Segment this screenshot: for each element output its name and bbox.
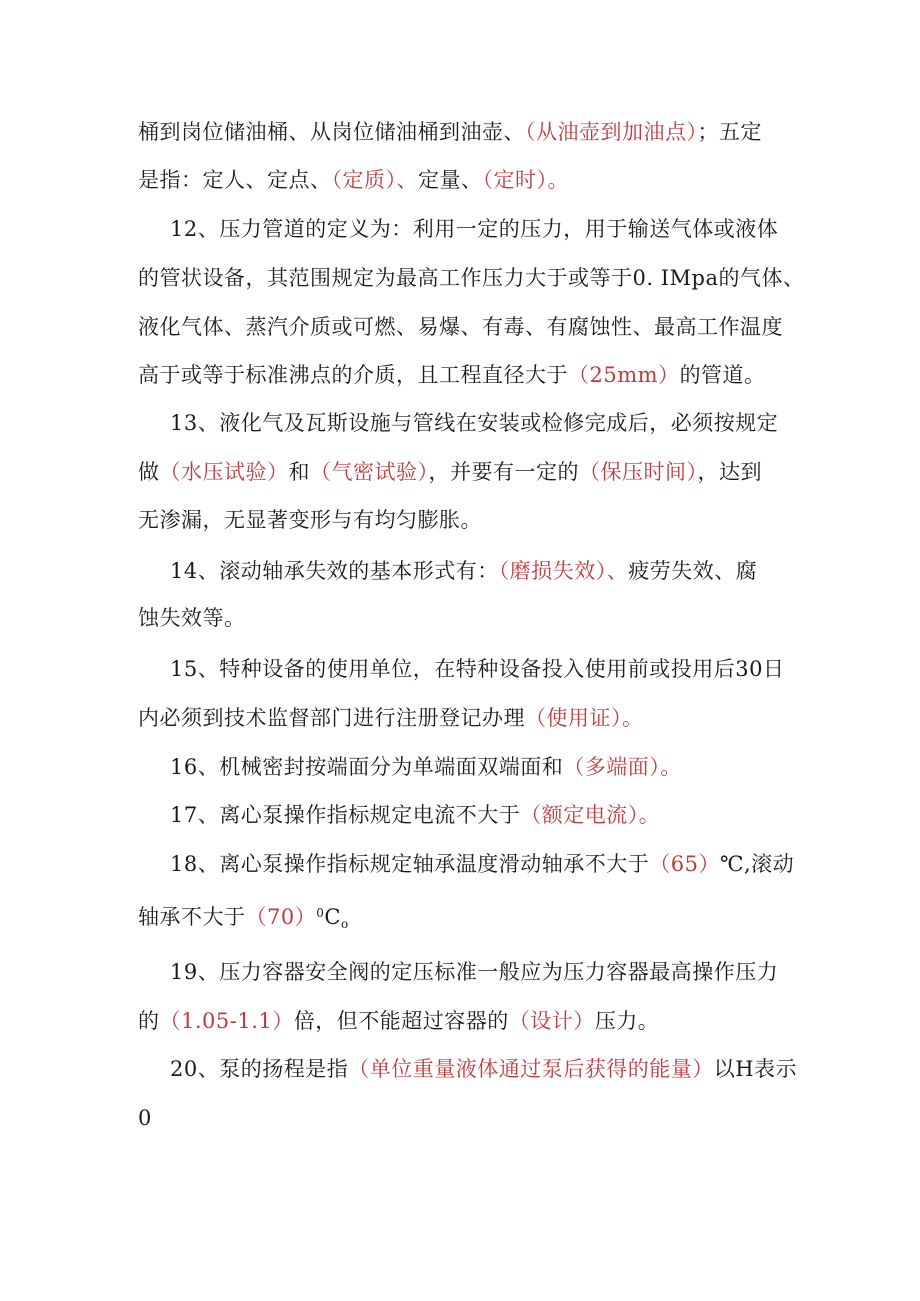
answer-text: （水压试验）: [159, 460, 289, 484]
item-18-line-2: [138, 898, 349, 939]
item-15-line-2: [138, 703, 644, 733]
answer-text: （25mm）: [568, 363, 680, 387]
item-17: [170, 800, 660, 830]
text-segment: 以H表示: [713, 1057, 798, 1081]
answer-text: （保压时间）: [579, 460, 698, 484]
text-segment: 内必须到技术监督部门进行注册登记办理: [138, 706, 525, 730]
text-segment: 无渗漏，无显著变形与有均匀膨胀。: [138, 508, 482, 532]
answer-text: （从油壶到加油点）: [525, 120, 698, 144]
answer-text: （1.05-1.1）: [159, 1009, 294, 1033]
text-segment: 是指：定人、定点、: [138, 168, 332, 192]
text-segment: ，并要有一定的: [428, 460, 579, 484]
answer-text: （单位重量液体通过泵后获得的能量）: [348, 1057, 714, 1081]
text-segment: 的: [138, 1009, 160, 1033]
item-16: [170, 752, 682, 782]
item-13-line-1: [170, 408, 778, 438]
item-18-line-1: [170, 849, 794, 879]
text-segment: o: [340, 917, 349, 931]
text-segment: 和: [288, 460, 310, 484]
text-segment: 12、压力管道的定义为：利用一定的压力，用于输送气体或液体: [170, 217, 779, 241]
text-segment: 蚀失效等。: [138, 606, 246, 630]
text-segment: 19、压力容器安全阀的定压标准一般应为压力容器最高操作压力: [170, 960, 779, 984]
text-segment: C: [324, 905, 341, 929]
text-segment: 液化气体、蒸汽介质或可燃、易爆、有毒、有腐蚀性、最高工作温度: [138, 315, 783, 339]
text-segment: 定量、: [418, 168, 483, 192]
item-15-line-1: [170, 654, 784, 684]
text-segment: 倍，但不能超过容器的: [293, 1009, 509, 1033]
item-20-line-2: [138, 1103, 152, 1133]
item-13-line-3: [138, 505, 482, 535]
item-12-line-4: [138, 360, 766, 390]
text-segment: 做: [138, 460, 160, 484]
item-14-line-1: [170, 556, 757, 586]
answer-text: （使用证）。: [525, 706, 644, 730]
text-segment: 13、液化气及瓦斯设施与管线在安装或检修完成后，必须按规定: [170, 411, 779, 435]
text-segment: 0: [138, 1106, 152, 1130]
answer-text: （定时）。: [482, 168, 569, 192]
text-segment: ℃,滚动: [719, 852, 795, 876]
item-19-line-1: [170, 957, 778, 987]
text-segment: 轴承不大于: [138, 905, 246, 929]
answer-text: （70）: [245, 905, 317, 929]
text-segment: 14、滚动轴承失效的基本形式有：: [170, 559, 499, 583]
item-12-line-1: [170, 214, 778, 244]
text-segment: 压力。: [594, 1009, 660, 1033]
answer-text: （气密试验）: [310, 460, 429, 484]
line-2: [138, 165, 569, 195]
answer-text: （定质）、: [331, 168, 418, 192]
text-segment: 疲劳失效、腐: [628, 559, 758, 583]
answer-text: （额定电流）。: [520, 803, 661, 827]
text-segment: 的管状设备，其范围规定为最高工作压力大于或等于0. IMpa的气体、: [138, 266, 805, 290]
item-12-line-2: [138, 263, 804, 293]
text-segment: 桶到岗位储油桶、从岗位储油桶到油壶、: [138, 120, 525, 144]
text-segment: 高于或等于标准沸点的介质，且工程直径大于: [138, 363, 568, 387]
text-segment: 17、离心泵操作指标规定电流不大于: [170, 803, 521, 827]
text-segment: ；五定: [697, 120, 762, 144]
text-segment: 20、泵的扬程是指: [170, 1057, 349, 1081]
answer-text: （磨损失效）、: [498, 559, 629, 583]
item-19-line-2: [138, 1006, 659, 1036]
item-20-line-1: [170, 1054, 797, 1084]
answer-text: （多端面）。: [563, 755, 682, 779]
item-13-line-2: [138, 457, 762, 487]
text-segment: 18、离心泵操作指标规定轴承温度滑动轴承不大于: [170, 852, 650, 876]
answer-text: （设计）: [508, 1009, 595, 1033]
text-segment: ，达到: [697, 460, 762, 484]
text-segment: 16、机械密封按端面分为单端面双端面和: [170, 755, 564, 779]
text-segment: 15、特种设备的使用单位，在特种设备投入使用前或投用后30日: [170, 657, 785, 681]
item-12-line-3: [138, 312, 783, 342]
text-segment: 0: [316, 906, 325, 920]
answer-text: （65）: [649, 852, 720, 876]
text-segment: 的管道。: [679, 363, 766, 387]
item-14-line-2: [138, 603, 246, 633]
line-1: [138, 117, 762, 147]
